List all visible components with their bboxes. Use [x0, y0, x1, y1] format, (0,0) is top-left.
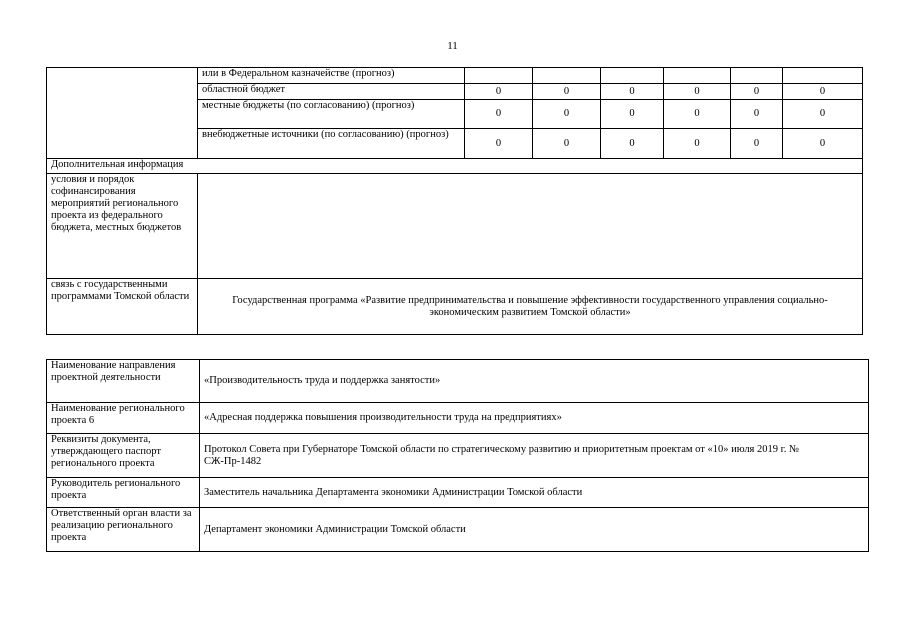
value-cell: 0 — [783, 129, 863, 159]
value-cell: 0 — [465, 84, 533, 100]
value-cell: 0 — [783, 84, 863, 100]
value-cell: 0 — [664, 100, 731, 129]
value-cell — [783, 68, 863, 84]
row-value: «Адресная поддержка повышения производительности труда на предприятиях» — [200, 403, 869, 434]
value-cell: 0 — [533, 84, 601, 100]
table-row — [47, 434, 869, 478]
programs-label: связь с государственными программами Томской области — [47, 279, 198, 335]
table-row — [47, 403, 869, 434]
row-label: или в Федеральном казначействе (прогноз) — [198, 68, 465, 84]
row-label: Наименование направления проектной деятельности — [47, 360, 200, 403]
table-row — [47, 279, 863, 335]
value-cell: 0 — [533, 100, 601, 129]
row-label: Наименование регионального проекта 6 — [47, 403, 200, 434]
value-cell: 0 — [731, 84, 783, 100]
value-cell: 0 — [465, 100, 533, 129]
value-cell — [601, 68, 664, 84]
empty-cell — [47, 68, 198, 159]
value-cell: 0 — [465, 129, 533, 159]
row-value: Департамент экономики Администрации Томской области — [200, 508, 869, 552]
additional-info-header: Дополнительная информация — [47, 159, 863, 174]
value-cell: 0 — [783, 100, 863, 129]
cofinancing-value — [198, 174, 863, 279]
table-row — [47, 159, 863, 174]
value-cell: 0 — [731, 129, 783, 159]
row-value: Протокол Совета при Губернаторе Томской области по стратегическому развитию и приоритетным проектам от «10» июля 2019 г. № СЖ-Пр-1482 — [200, 434, 869, 478]
value-cell — [664, 68, 731, 84]
table-row — [47, 360, 869, 403]
budget-table — [46, 67, 863, 335]
value-cell: 0 — [664, 84, 731, 100]
row-value: «Производительность труда и поддержка занятости» — [200, 360, 869, 403]
value-cell: 0 — [601, 129, 664, 159]
value-cell: 0 — [731, 100, 783, 129]
value-cell — [465, 68, 533, 84]
page-number: 11 — [447, 40, 458, 52]
row-label: местные бюджеты (по согласованию) (прогноз) — [198, 100, 465, 129]
table-row — [47, 68, 863, 84]
row-label: внебюджетные источники (по согласованию) (прогноз) — [198, 129, 465, 159]
value-cell: 0 — [664, 129, 731, 159]
value-cell — [731, 68, 783, 84]
row-label: Реквизиты документа, утверждающего паспорт регионального проекта — [47, 434, 200, 478]
value-cell: 0 — [601, 100, 664, 129]
table-row — [47, 508, 869, 552]
row-label: Ответственный орган власти за реализацию регионального проекта — [47, 508, 200, 552]
programs-value: Государственная программа «Развитие предпринимательства и повышение эффективности государственного управления социально-экономическим развитием Томской области» — [198, 279, 863, 335]
project-table — [46, 359, 869, 552]
cofinancing-label: условия и порядок софинансирования мероприятий регионального проекта из федерального бюджета, местных бюджетов — [47, 174, 198, 279]
value-cell: 0 — [601, 84, 664, 100]
value-cell: 0 — [533, 129, 601, 159]
table-row — [47, 174, 863, 279]
row-label: областной бюджет — [198, 84, 465, 100]
row-value: Заместитель начальника Департамента экономики Администрации Томской области — [200, 478, 869, 508]
table-row — [47, 478, 869, 508]
value-cell — [533, 68, 601, 84]
row-label: Руководитель регионального проекта — [47, 478, 200, 508]
